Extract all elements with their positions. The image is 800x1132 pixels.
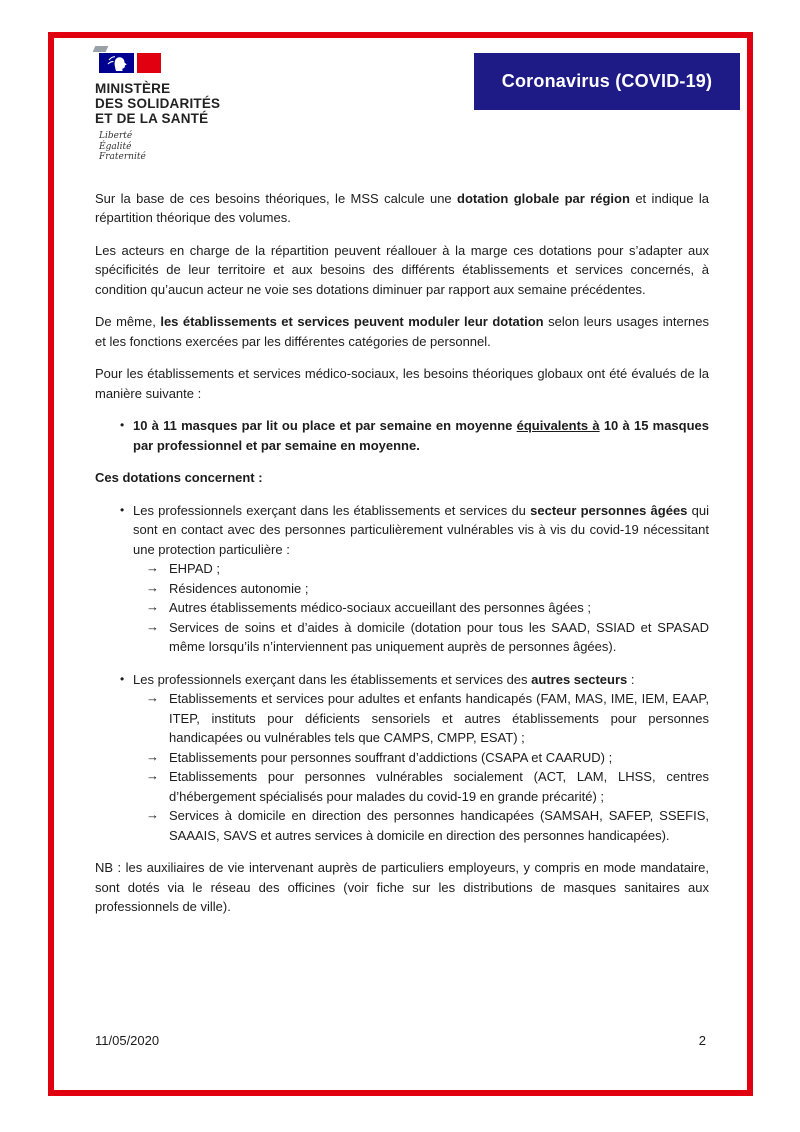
arrow-item (95, 689, 709, 748)
text-segment: et indique la répartition théorique des volumes. (95, 190, 709, 225)
paragraph (95, 241, 709, 300)
french-flag-logo (99, 53, 161, 73)
text-segment: Etablissements pour personnes souffrant d’addictions (CSAPA et CAARUD) ; (169, 749, 613, 765)
text-segment: Services de soins et d’aides à domicile (dotation pour tous les SAAD, SSIAD et SPASAD même lorsqu’ils n’interviennent pas uniquement auprès de personnes âgées). (169, 619, 709, 654)
text-segment: 10 à 11 masques par lit ou place et par semaine en moyenne (133, 418, 517, 433)
bullet-item (95, 670, 709, 690)
motto-line: Liberté (99, 131, 133, 141)
paragraph (95, 468, 709, 488)
text-segment: De même, (95, 314, 161, 329)
arrow-marker-icon: → (146, 748, 159, 764)
footer-page-number: 2 (698, 1033, 706, 1048)
text-segment: Ces dotations concernent : (95, 470, 263, 485)
arrow-item (95, 767, 709, 806)
arrow-item (95, 806, 709, 845)
motto-line: Égalité (99, 141, 132, 152)
text-segment: Etablissements et services pour adultes et enfants handicapés (FAM, MAS, IME, IEM, EAAP, ITEP, instituts pour déficients sensoriels et autres établissements pour personnes handicapées ou vulnérables tels que CAMPS, CMPP, ESAT) ; (169, 691, 709, 745)
page-footer (95, 1033, 706, 1048)
republic-motto (99, 131, 747, 163)
flag-red-block (137, 53, 161, 73)
arrow-item (95, 618, 709, 657)
text-segment: Services à domicile en direction des personnes handicapées (SAMSAH, SAFEP, SSEFIS, SAAAIS, SAVS et autres services à domicile en direction des personnes handicapées). (169, 808, 709, 843)
text-segment: 10 à 15 masques par professionnel et par semaine en moyenne. (133, 418, 709, 453)
text-segment: NB : les auxiliaires de vie intervenant auprès de particuliers employeurs, y compris en mode mandataire, sont dotés via le réseau des officines (voir fiche sur les distributions de masques sanitaires aux professionnels de ville). (95, 860, 709, 914)
footer-date: 11/05/2020 (95, 1033, 160, 1048)
text-segment: selon leurs usages internes et les fonctions exercées par les différentes catégories de personnel. (95, 314, 709, 349)
text-segment: Résidences autonomie ; (169, 580, 309, 596)
arrow-item (95, 579, 709, 599)
text-segment: Sur la base de ces besoins théoriques, le MSS calcule une (95, 190, 458, 206)
text-segment: Les acteurs en charge de la répartition peuvent réallouer à la marge ces dotations pour s’adapter aux spécificités de leur territoire et aux besoins des différents établissements et services concernés, à condition qu’aucun acteur ne voie ses dotations diminuer par rapport aux semaine précédentes. (95, 242, 709, 297)
arrow-marker-icon: → (146, 560, 159, 575)
arrow-marker-icon: → (146, 768, 159, 783)
arrow-item (95, 559, 709, 579)
text-segment: Les professionnels exerçant dans les établissements et services des (133, 671, 532, 687)
paragraph (95, 858, 709, 917)
text-segment: autres secteurs (531, 671, 628, 687)
covid-banner: Coronavirus (COVID-19) (474, 53, 740, 110)
arrow-item (95, 748, 709, 768)
arrow-item (95, 598, 709, 618)
text-segment: Les professionnels exerçant dans les établissements et services du (133, 502, 531, 518)
paragraph (95, 364, 709, 403)
text-segment: Autres établissements médico-sociaux accueillant des personnes âgées ; (169, 600, 592, 615)
text-segment: EHPAD ; (169, 561, 221, 576)
arrow-marker-icon: → (146, 690, 159, 705)
text-segment: les établissements et services peuvent moduler leur dotation (160, 314, 544, 329)
marianne-profile-icon (99, 53, 134, 73)
text-segment: secteur personnes âgées (530, 502, 688, 518)
bullet-item (95, 501, 709, 560)
ministry-name-line: MINISTÈRE (95, 81, 171, 96)
motto-line: Fraternité (99, 152, 146, 162)
flag-gray-accent (93, 46, 109, 52)
arrow-marker-icon: → (146, 807, 159, 822)
ministry-name-line: DES SOLIDARITÉS (95, 96, 221, 111)
bullet-item (95, 416, 709, 455)
paragraph (95, 312, 709, 351)
bullet-marker-icon: • (120, 502, 125, 517)
arrow-marker-icon: → (146, 579, 159, 595)
page (48, 32, 753, 1096)
text-segment: qui sont en contact avec des personnes particulièrement vulnérables vis à vis du covid-19 nécessitant une protection particulière : (133, 502, 709, 557)
text-segment: Etablissements pour personnes vulnérables socialement (ACT, LAM, LHSS, centres d’hébergement spécialisés pour malades du covid-19 en grande précarité) ; (169, 769, 709, 804)
flag-blue-block (99, 53, 134, 73)
paragraph (95, 189, 709, 228)
document-body (95, 189, 709, 917)
page-header (54, 38, 747, 163)
text-segment: équivalents à (516, 418, 600, 433)
bullet-marker-icon: • (120, 671, 125, 686)
bullet-marker-icon: • (120, 418, 125, 432)
text-segment: dotation globale par région (457, 190, 630, 206)
arrow-marker-icon: → (146, 618, 159, 634)
ministry-name-line: ET DE LA SANTÉ (95, 111, 209, 126)
arrow-marker-icon: → (146, 599, 159, 614)
text-segment: Pour les établissements et services médico-sociaux, les besoins théoriques globaux ont été évalués de la manière suivante : (95, 366, 709, 401)
text-segment: : (627, 671, 635, 687)
